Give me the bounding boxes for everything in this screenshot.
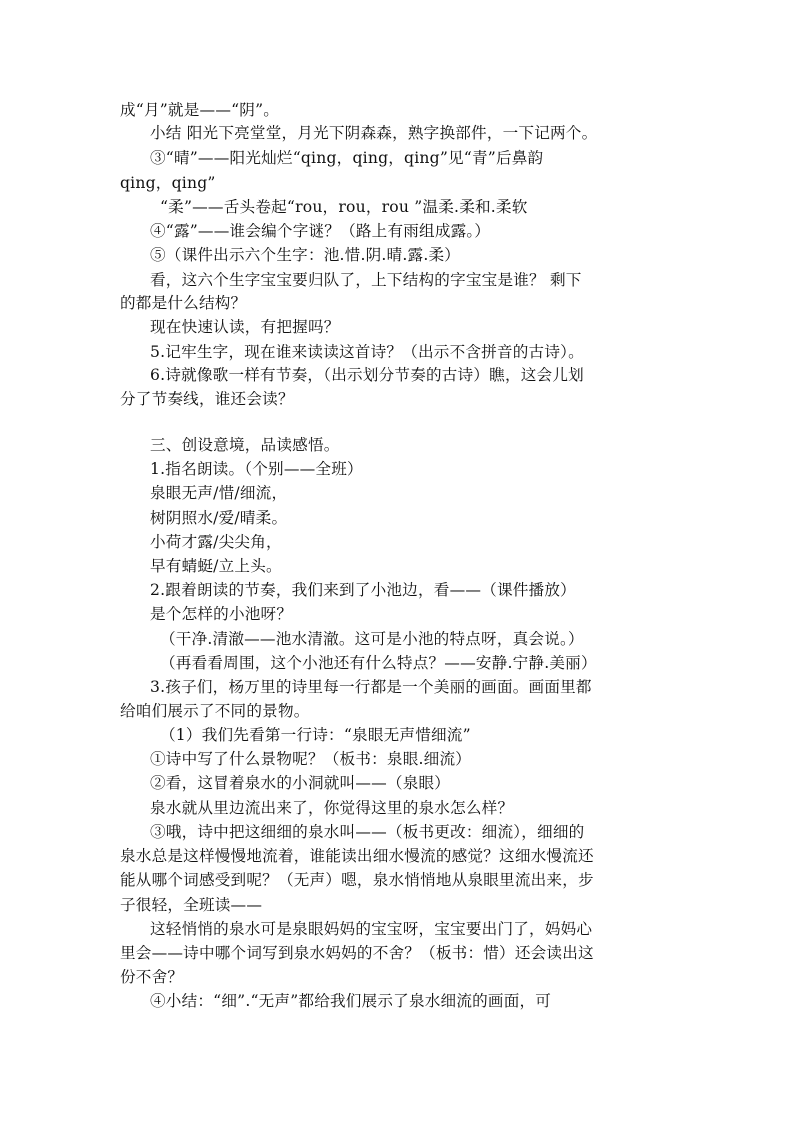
- text-line: 能从哪个词感受到呢？（无声）嗯，泉水悄悄地从泉眼里流出来，步: [120, 871, 594, 889]
- text-line: ④小结：“细”.“无声”都给我们展示了泉水细流的画面，可: [150, 992, 552, 1010]
- text-line: 小结 阳光下亮堂堂，月光下阴森森，熟字换部件，一下记两个。: [150, 124, 598, 142]
- text-line: ④“露”——谁会编个字谜？（路上有雨组成露。）: [150, 222, 491, 240]
- text-line: 2.跟着朗读的节奏，我们来到了小池边，看——（课件播放）: [150, 581, 576, 599]
- section-heading: 三、创设意境，品读感悟。: [150, 436, 340, 454]
- text-line: 现在快速认读，有把握吗？: [150, 318, 340, 336]
- text-line: ②看，这冒着泉水的小洞就叫——（泉眼）: [150, 774, 451, 792]
- text-line: （再看看周围，这个小池还有什么特点？——安静.宁静.美丽）: [160, 654, 597, 672]
- text-line: ⑤（课件出示六个生字：池.惜.阴.晴.露.柔）: [150, 246, 461, 264]
- text-line: 份不舍？: [120, 968, 184, 986]
- text-line: 看，这六个生字宝宝要归队了，上下结构的字宝宝是谁？ 剩下: [150, 271, 582, 289]
- text-line: 这轻悄悄的泉水可是泉眼妈妈的宝宝呀，宝宝要出门了，妈妈心: [150, 920, 593, 938]
- text-line: 的都是什么结构？: [120, 294, 247, 312]
- text-line: ③“晴”——阳光灿烂“qing，qing，qing”见“青”后鼻韵: [150, 149, 544, 167]
- text-line: 里会——诗中哪个词写到泉水妈妈的不舍？（板书：惜）还会读出这: [120, 944, 594, 962]
- text-line: 是个怎样的小池呀？: [150, 605, 293, 623]
- poem-line: 泉眼无声/惜/细流，: [150, 484, 288, 502]
- text-line: 分了节奏线，谁还会读？: [120, 390, 294, 408]
- text-line: 5.记牢生字，现在谁来读读这首诗？（出示不含拼音的古诗）。: [150, 343, 584, 361]
- text-line: 泉水就从里边流出来了，你觉得这里的泉水怎么样？: [150, 799, 514, 817]
- text-line: qing，qing”: [120, 174, 216, 192]
- text-line: 成“月”就是——“阴”。: [120, 101, 280, 119]
- text-line: 子很轻，全班读——: [120, 896, 263, 914]
- text-line: ①诗中写了什么景物呢？（板书：泉眼.细流）: [150, 750, 472, 768]
- text-line: 6.诗就像歌一样有节奏，（出示划分节奏的古诗）瞧，这会儿划: [150, 366, 584, 384]
- poem-line: 小荷才露/尖尖角，: [150, 533, 282, 551]
- poem-line: 早有蜻蜓/立上头。: [150, 557, 282, 575]
- text-line: ③哦，诗中把这细细的泉水叫——（板书更改：细流），细细的: [150, 823, 585, 841]
- text-line: 泉水总是这样慢慢地流着，谁能读出细水慢流的感觉？这细水慢流还: [120, 847, 594, 865]
- text-line: “柔”——舌头卷起“rou，rou，rou ”温柔.柔和.柔软: [160, 198, 528, 216]
- text-line: （干净.清澈——池水清澈。这可是小池的特点呀，真会说。）: [160, 630, 584, 648]
- text-line: （1）我们先看第一行诗：“泉眼无声惜细流”: [160, 726, 471, 744]
- text-line: 1.指名朗读。（个别——全班）: [150, 460, 363, 478]
- poem-line: 树阴照水/爱/晴柔。: [150, 509, 288, 527]
- text-line: 给咱们展示了不同的景物。: [120, 702, 310, 720]
- text-line: 3.孩子们，杨万里的诗里每一行都是一个美丽的画面。画面里都: [150, 678, 592, 696]
